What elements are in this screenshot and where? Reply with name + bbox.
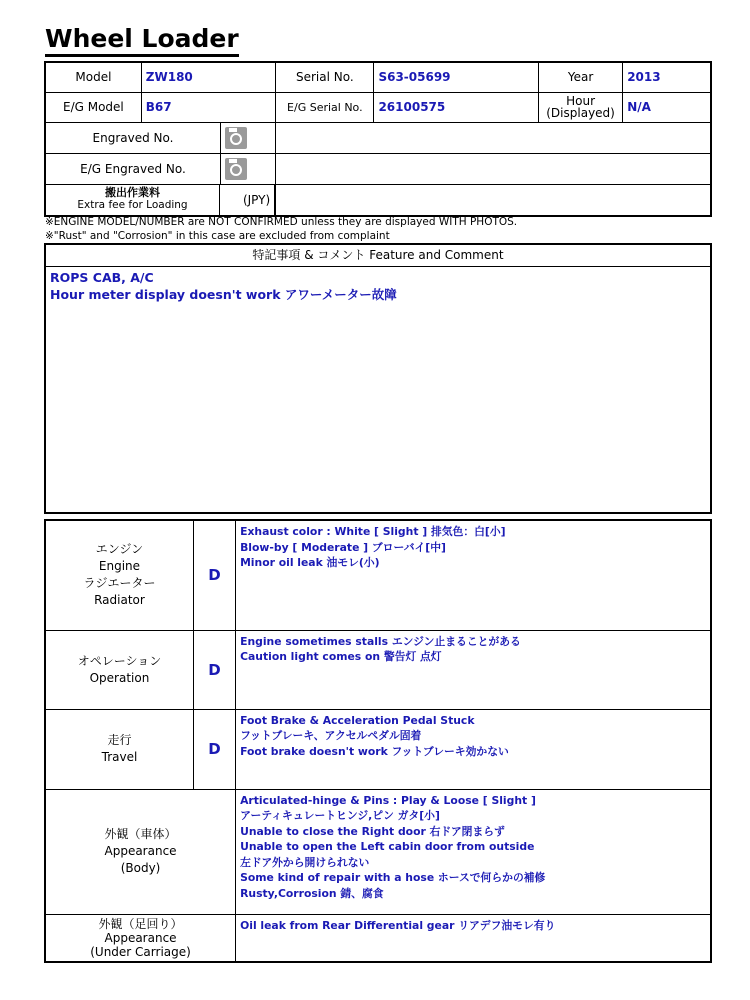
eg-serial-label: E/G Serial No. bbox=[276, 92, 374, 122]
serial-label: Serial No. bbox=[276, 62, 374, 92]
extra-fee-label-jp: 搬出作業料 bbox=[105, 185, 160, 199]
comment-line: フットブレーキ、アクセルペダル固着 bbox=[240, 729, 422, 742]
feature-line: ROPS CAB, A/C bbox=[50, 270, 154, 285]
model-value: ZW180 bbox=[141, 62, 275, 92]
eg-serial-value: 26100575 bbox=[374, 92, 538, 122]
comment-line: Exhaust color : White [ Slight ] 排気色：白[小] bbox=[240, 525, 506, 538]
comment-line: Caution light comes on 警告灯 点灯 bbox=[240, 650, 442, 663]
comment-line: Engine sometimes stalls エンジン止まることがある bbox=[240, 634, 521, 648]
comment-line: Minor oil leak 油モレ(小) bbox=[240, 556, 380, 569]
comment-line: 左ドア外から開けられない bbox=[240, 855, 370, 869]
grade-engine: D bbox=[193, 520, 235, 630]
comment-line: Oil leak from Rear Differential gear リアデフ油モレ有り bbox=[240, 918, 556, 932]
hour-label bbox=[538, 92, 622, 122]
engraved-label: Engraved No. bbox=[46, 123, 221, 153]
category-text: Engine bbox=[98, 559, 141, 574]
condition-row-appearance-body bbox=[45, 789, 711, 914]
category-appearance-body bbox=[45, 789, 236, 914]
grade-operation: D bbox=[193, 630, 235, 709]
comment-line: アーティキュレートヒンジ,ピン ガタ[小] bbox=[240, 809, 440, 822]
category-text: (Body) bbox=[120, 861, 161, 875]
hour-value: N/A bbox=[623, 92, 711, 122]
extra-fee-label-en: Extra fee for Loading bbox=[77, 198, 188, 211]
extra-fee-cell bbox=[45, 184, 276, 216]
extra-fee-label bbox=[46, 185, 220, 215]
category-text: エンジン bbox=[95, 542, 144, 557]
comments-operation bbox=[236, 630, 711, 709]
feature-comment-body bbox=[46, 267, 710, 305]
grade-travel: D bbox=[193, 709, 235, 789]
category-text: オペレーション bbox=[77, 653, 162, 668]
year-label: Year bbox=[538, 62, 622, 92]
condition-table bbox=[44, 519, 712, 963]
category-engine bbox=[45, 520, 193, 630]
eg-engraved-value bbox=[276, 153, 711, 184]
category-text: (Under Carriage) bbox=[90, 944, 191, 959]
comments-travel bbox=[236, 709, 711, 789]
condition-row-engine bbox=[45, 520, 711, 630]
serial-value: S63-05699 bbox=[374, 62, 538, 92]
category-appearance-undercarriage bbox=[45, 914, 236, 962]
category-text: Appearance bbox=[104, 930, 177, 945]
feature-comment-header: 特記事項 & コメント Feature and Comment bbox=[46, 245, 710, 267]
comment-line: Foot brake doesn't work フットブレーキ効かない bbox=[240, 744, 509, 758]
engraved-value bbox=[276, 122, 711, 153]
comment-line: Blow-by [ Moderate ] ブローバイ[中] bbox=[240, 540, 446, 554]
eg-model-value: B67 bbox=[141, 92, 275, 122]
category-text: 外観（車体） bbox=[104, 827, 177, 841]
model-label: Model bbox=[45, 62, 141, 92]
category-text: 走行 bbox=[107, 733, 132, 747]
camera-icon bbox=[225, 127, 247, 149]
comment-line: Articulated-hinge & Pins : Play & Loose [ Slight ] bbox=[240, 793, 536, 807]
feature-line: Hour meter display doesn't work アワーメーター故障 bbox=[50, 287, 397, 302]
currency-label: (JPY) bbox=[220, 185, 275, 215]
hour-label-line1: Hour bbox=[566, 94, 596, 108]
eg-engraved-cell bbox=[45, 153, 276, 184]
comments-engine bbox=[236, 520, 711, 630]
machine-info-table bbox=[44, 61, 712, 217]
engraved-photo[interactable] bbox=[221, 127, 247, 149]
page-title: Wheel Loader bbox=[45, 24, 239, 57]
eg-engraved-label: E/G Engraved No. bbox=[46, 154, 221, 184]
category-text: 外観（足回り） bbox=[98, 916, 183, 931]
note-rust: ※"Rust" and "Corrosion" in this case are excluded from complaint bbox=[45, 230, 390, 242]
category-text: Radiator bbox=[94, 593, 145, 608]
comments-appearance-body bbox=[236, 789, 711, 914]
engraved-cell bbox=[45, 122, 276, 153]
comment-line: Unable to open the Left cabin door from outside bbox=[240, 840, 535, 853]
comment-line: Rusty,Corrosion 錆、腐食 bbox=[240, 886, 384, 900]
comments-appearance-undercarriage bbox=[236, 914, 711, 962]
comment-line: Some kind of repair with a hose ホースで何らかの補修 bbox=[240, 871, 546, 884]
category-text: Appearance bbox=[104, 844, 177, 858]
category-travel bbox=[45, 709, 193, 789]
camera-icon bbox=[225, 158, 247, 180]
category-text: ラジエーター bbox=[83, 576, 156, 591]
category-text: Operation bbox=[89, 670, 150, 685]
eg-engraved-photo[interactable] bbox=[221, 158, 247, 180]
condition-row-operation bbox=[45, 630, 711, 709]
category-text: Travel bbox=[101, 750, 138, 764]
condition-row-travel bbox=[45, 709, 711, 789]
hour-label-line2: (Displayed) bbox=[546, 106, 615, 120]
year-value: 2013 bbox=[623, 62, 711, 92]
comment-line: Foot Brake & Acceleration Pedal Stuck bbox=[240, 713, 475, 727]
feature-comment-box bbox=[44, 243, 712, 514]
extra-fee-value bbox=[276, 184, 711, 216]
comment-line: Unable to close the Right door 右ドア閉まらず bbox=[240, 824, 505, 838]
note-engine: ※ENGINE MODEL/NUMBER are NOT CONFIRMED unless they are displayed WITH PHOTOS. bbox=[45, 216, 518, 228]
category-operation bbox=[45, 630, 193, 709]
condition-row-appearance-undercarriage bbox=[45, 914, 711, 962]
eg-model-label: E/G Model bbox=[45, 92, 141, 122]
